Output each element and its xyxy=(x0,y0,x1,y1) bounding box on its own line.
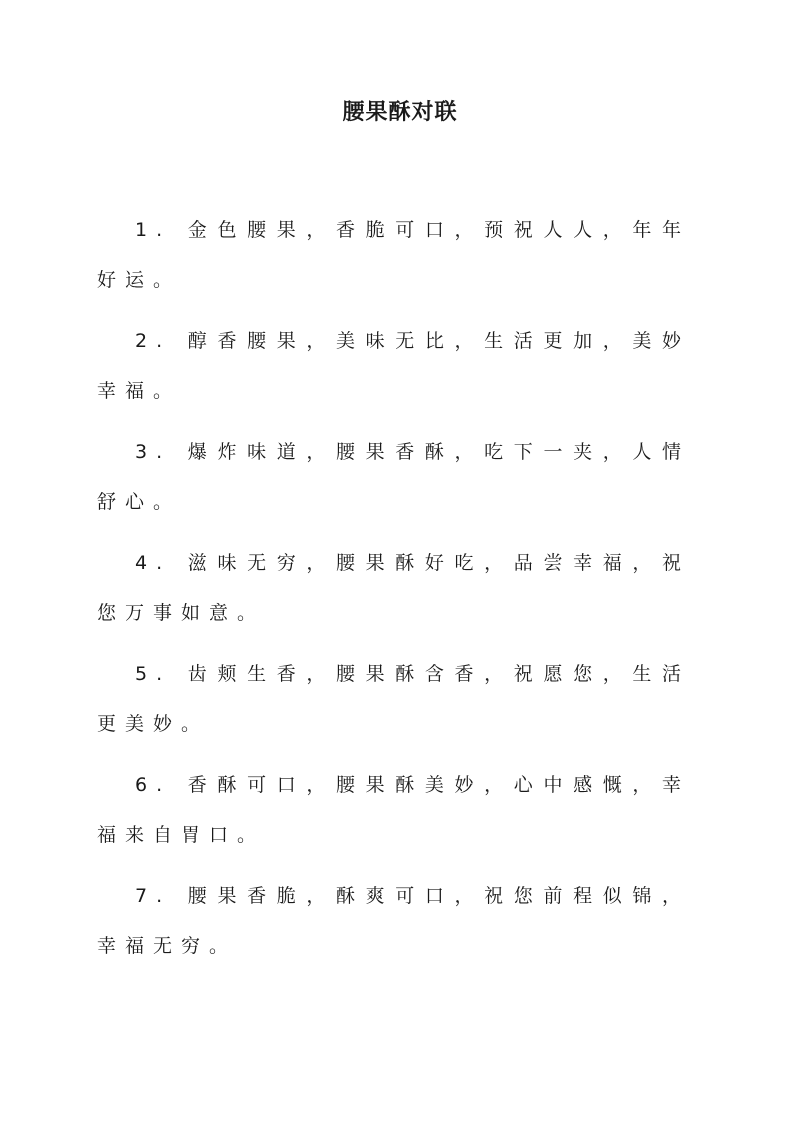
couplet-item-7: 7. 腰果香脆，酥爽可口，祝您前程似锦，幸福无穷。 xyxy=(97,885,690,957)
couplet-item-5: 5. 齿颊生香，腰果酥含香，祝愿您，生活更美妙。 xyxy=(97,663,690,735)
couplet-item-6: 6. 香酥可口，腰果酥美妙，心中感慨，幸福来自胃口。 xyxy=(97,774,690,846)
couplet-item-3: 3. 爆炸味道，腰果香酥，吃下一夹，人情舒心。 xyxy=(97,441,690,513)
couplet-item-1: 1. 金色腰果，香脆可口，预祝人人，年年好运。 xyxy=(97,219,690,291)
couplet-item-2: 2. 醇香腰果，美味无比，生活更加，美妙幸福。 xyxy=(97,330,690,402)
couplet-list xyxy=(97,205,690,982)
couplet-item-4: 4. 滋味无穷，腰果酥好吃，品尝幸福，祝您万事如意。 xyxy=(97,552,690,624)
document-title: 腰果酥对联 xyxy=(342,99,458,125)
